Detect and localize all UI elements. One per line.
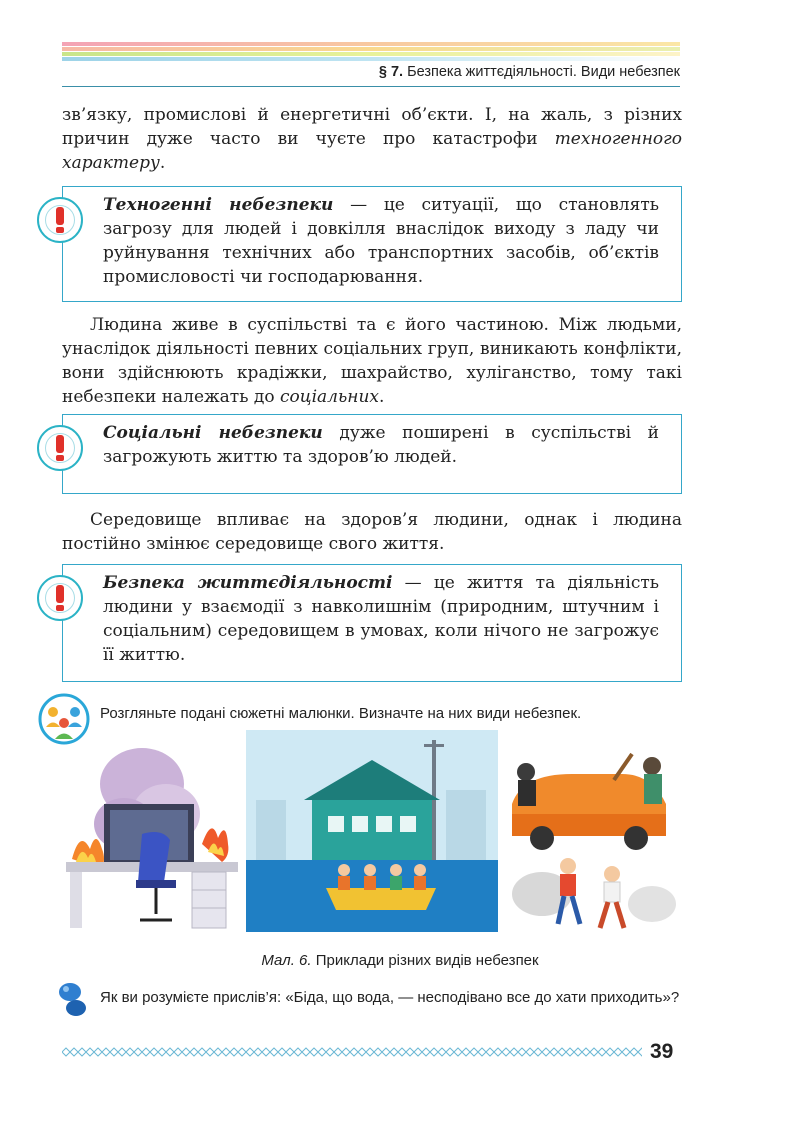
flood-illustration <box>246 730 498 932</box>
proverb-question: Як ви розумієте прислів’я: «Біда, що вода, — несподівано все до хати приходить»? <box>100 989 680 1006</box>
paragraph-1: зв’язку, промислові й енергетичні об’єкти. І, на жаль, з різних причин дуже часто ви чуєте про катастрофи техногенного характеру. <box>62 105 682 173</box>
group-work-icon <box>38 693 90 745</box>
footer-ornament <box>62 1046 642 1058</box>
figure-caption: Мал. 6. Приклади різних видів небезпек <box>261 952 539 969</box>
definition-text: Безпека життєдіяльності — це життя та діяльність людини у взаємодії з навколишнім (природним, штучним і соціальним) середовищем в умовах, коли нічого не загрожує її життю. <box>103 573 660 665</box>
task-instruction: Розгляньте подані сюжетні малюнки. Визначте на них види небезпек. <box>100 705 582 722</box>
definition-term: Соціальні небезпеки <box>103 423 323 443</box>
definition-text: Соціальні небезпеки дуже поширені в суспільстві й загрожують життю та здоров’ю людей. <box>103 423 659 467</box>
exclamation-icon <box>37 425 83 471</box>
section-header <box>379 64 680 80</box>
definition-box-technogenic <box>62 186 682 302</box>
definition-box-life-safety <box>62 564 682 682</box>
section-number: § 7. <box>378 64 404 80</box>
paragraph-3: Середовище впливає на здоров’я людини, однак і людина постійно змінює середовище свого життя. <box>62 510 682 554</box>
running-header <box>62 62 680 87</box>
exclamation-icon <box>37 575 83 621</box>
definition-box-social <box>62 414 682 494</box>
social-conflict-illustration <box>502 744 682 932</box>
definition-term: Техногенні небезпеки <box>103 195 334 215</box>
exclamation-icon <box>37 197 83 243</box>
emphasis-technogenic: техногенного характеру <box>62 129 682 173</box>
definition-text: Техногенні небезпеки — це ситуації, що становлять загрозу для людей і довкілля внаслідок виходу з ладу чи руйнування технічних або транспортних засобів, об’єктів промисловості чи господарювання. <box>103 195 659 287</box>
definition-term: Безпека життєдіяльності <box>103 573 393 593</box>
section-title: Безпека життєдіяльності. Види небезпек <box>407 64 680 80</box>
question-pin-icon <box>56 980 90 1020</box>
emphasis-social: соціальних <box>279 387 379 407</box>
paragraph-2: Людина живе в суспільстві та є його частиною. Між людьми, унаслідок діяльності певних соціальних груп, виникають конфлікти, вони здійснюють крадіжки, шахрайство, хуліганство, тому такі небезпеки належать до соціальних. <box>62 315 682 407</box>
page-number: 39 <box>650 1040 674 1063</box>
figure-label: Мал. 6. <box>261 952 312 969</box>
fire-illustration <box>62 744 242 930</box>
